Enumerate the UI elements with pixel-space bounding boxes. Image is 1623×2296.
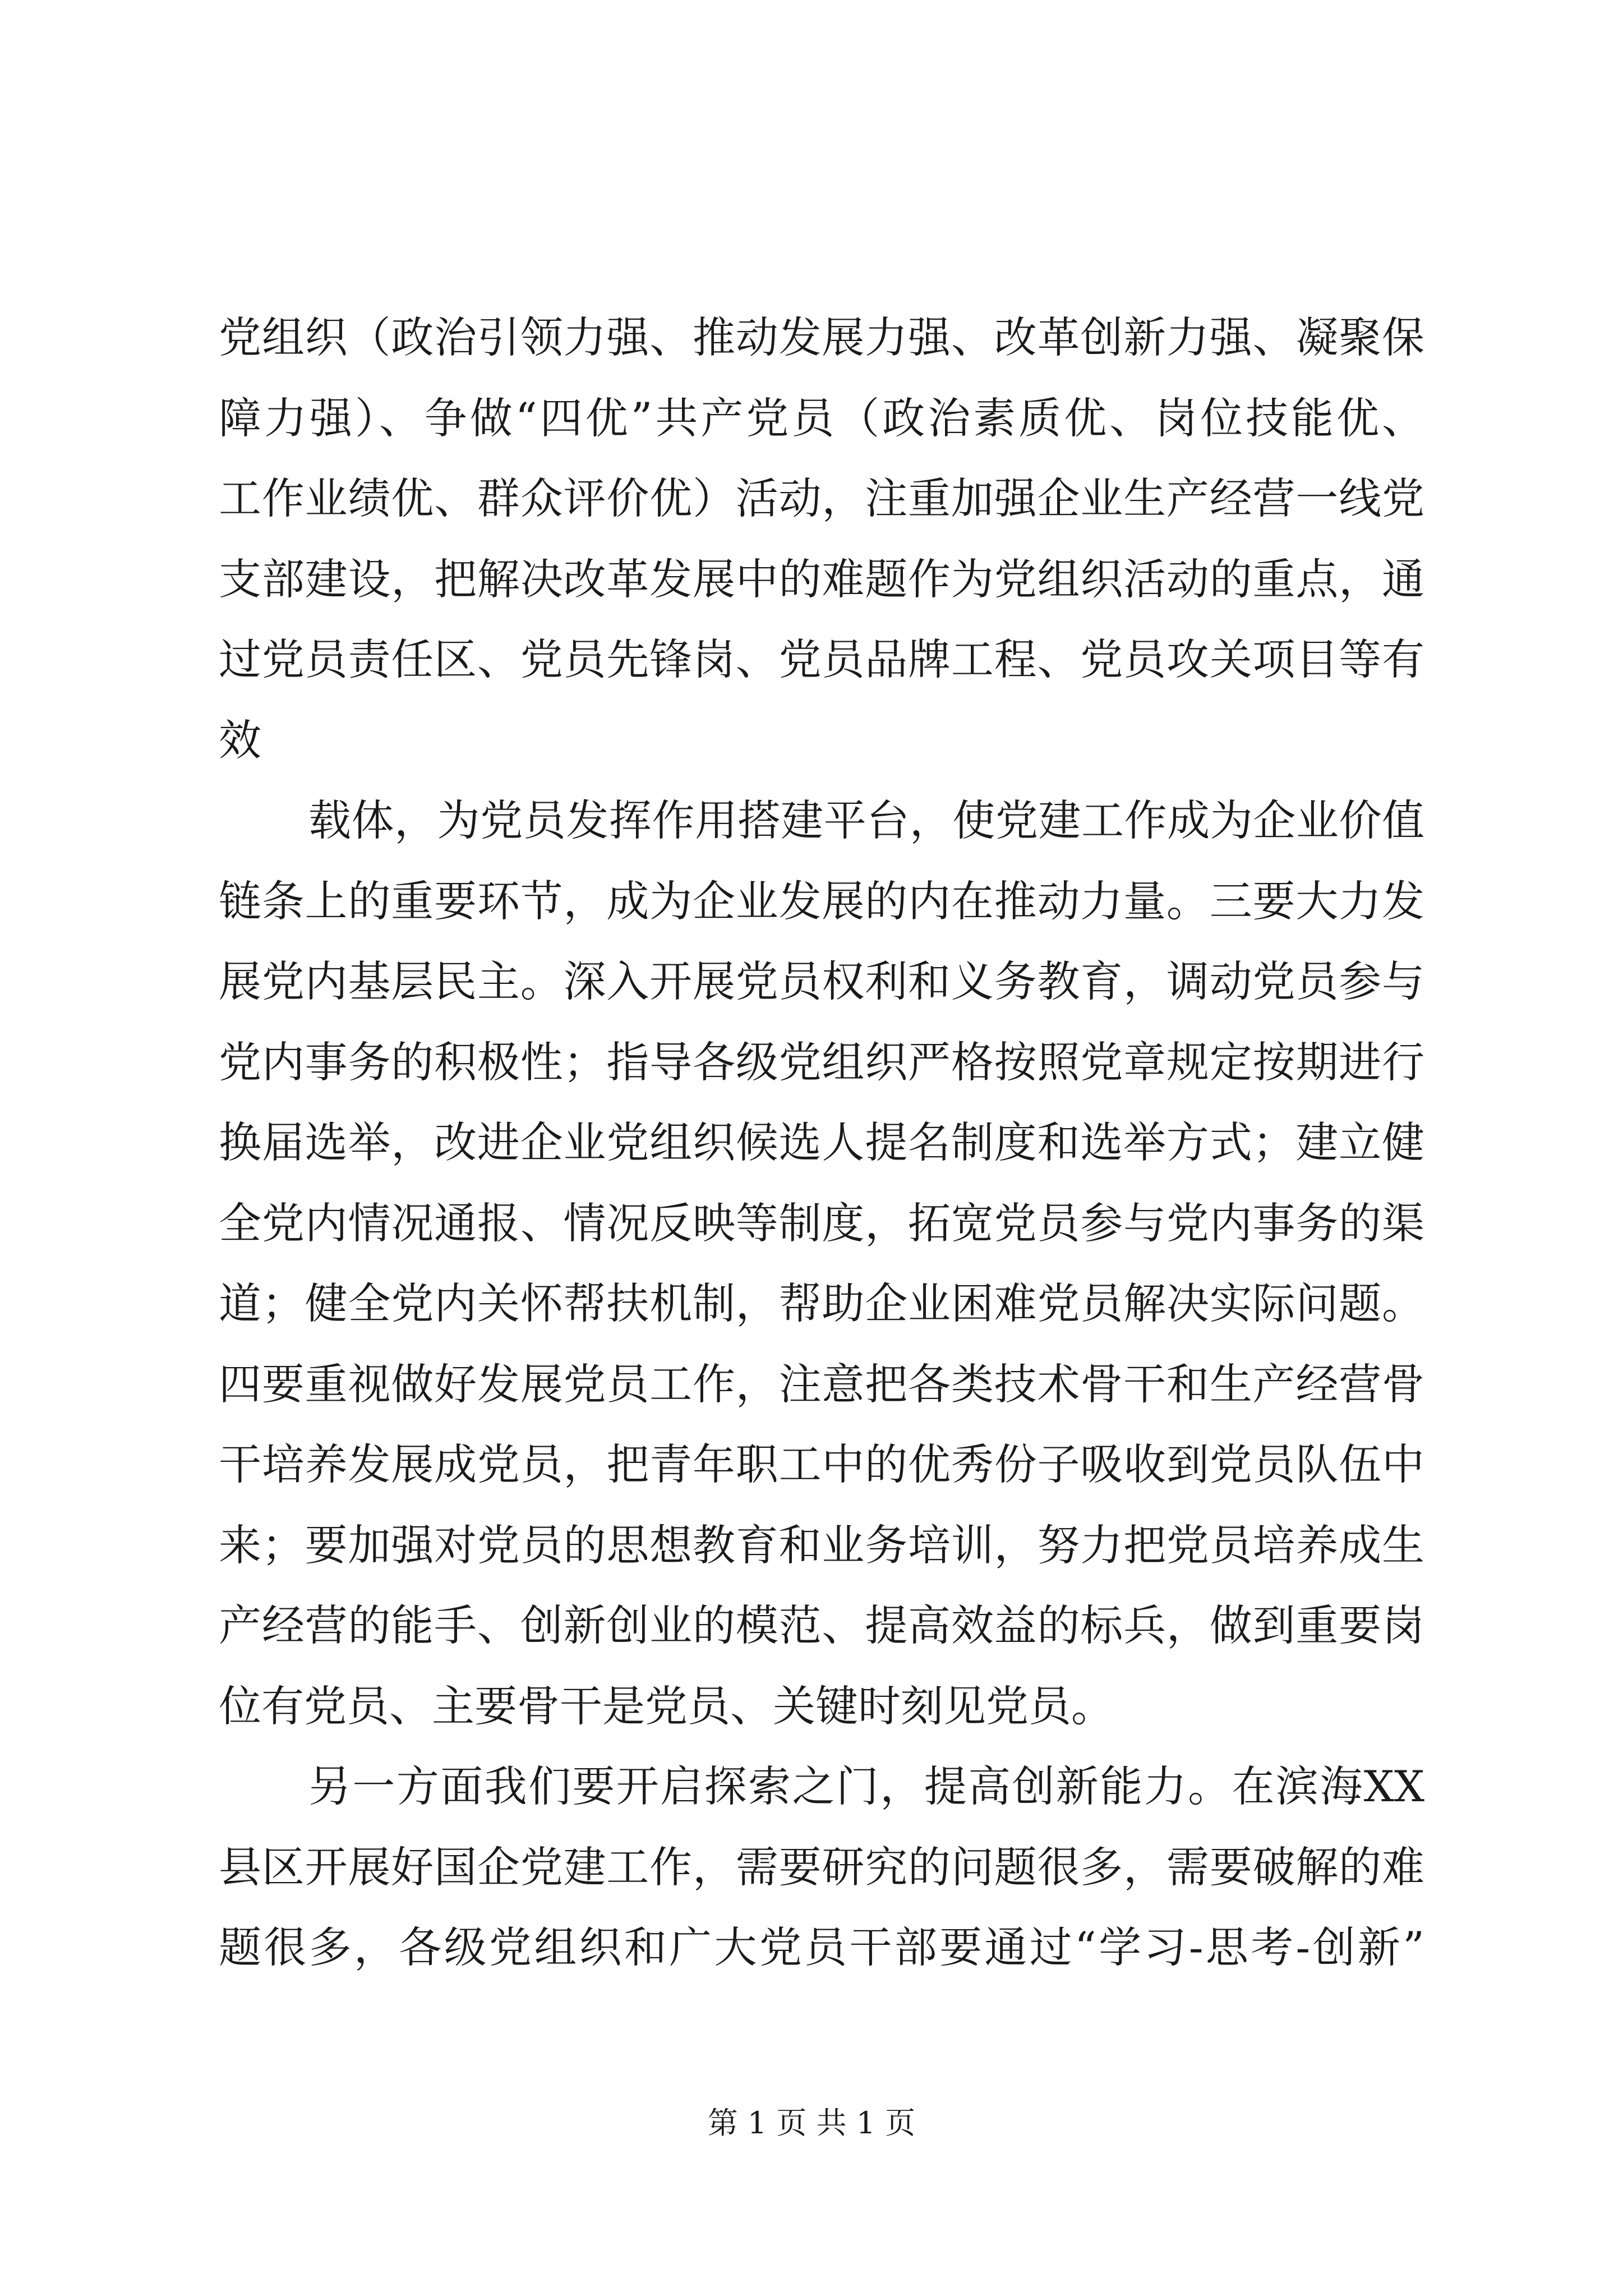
text-line: 换届选举，改进企业党组织候选人提名制度和选举方式；建立健: [219, 1117, 1424, 1167]
paragraph: [219, 297, 1424, 780]
text-line: 党组织（政治引领力强、推动发展力强、改革创新力强、凝聚保: [219, 312, 1424, 362]
text-line: 县区开展好国企党建工作，需要研究的问题很多，需要破解的难: [219, 1842, 1424, 1892]
text-line: 载体，为党员发挥作用搭建平台，使党建工作成为企业价值: [308, 795, 1424, 845]
paragraph: [219, 1746, 1424, 1988]
text-line: 全党内情况通报、情况反映等制度，拓宽党员参与党内事务的渠: [219, 1198, 1424, 1248]
text-line: 展党内基层民主。深入开展党员权利和义务教育，调动党员参与: [219, 956, 1424, 1006]
text-line: 党内事务的积极性；指导各级党组织严格按照党章规定按期进行: [219, 1037, 1424, 1087]
text-line: 另一方面我们要开启探索之门，提高创新能力。在滨海XX: [308, 1761, 1424, 1811]
text-line: 位有党员、主要骨干是党员、关键时刻见党员。: [219, 1681, 1114, 1731]
page-number-footer: 第 1 页 共 1 页: [707, 2105, 916, 2141]
text-line: 链条上的重要环节，成为企业发展的内在推动力量。三要大力发: [219, 876, 1424, 926]
text-line: 支部建设，把解决改革发展中的难题作为党组织活动的重点，通: [219, 554, 1424, 604]
text-line: 来；要加强对党员的思想教育和业务培训，努力把党员培养成生: [219, 1520, 1424, 1570]
text-line: 干培养发展成党员，把青年职工中的优秀份子吸收到党员队伍中: [219, 1439, 1424, 1489]
document-body: [219, 297, 1424, 1988]
text-line: 过党员责任区、党员先锋岗、党员品牌工程、党员攻关项目等有: [219, 634, 1424, 684]
text-line: 四要重视做好发展党员工作，注意把各类技术骨干和生产经营骨: [219, 1359, 1424, 1409]
text-line: 产经营的能手、创新创业的模范、提高效益的标兵，做到重要岗: [219, 1600, 1424, 1650]
text-line: 障力强）、争做“四优”共产党员（政治素质优、岗位技能优、: [219, 393, 1424, 443]
text-line: 效: [219, 715, 261, 765]
text-line: 题很多，各级党组织和广大党员干部要通过“学习-思考-创新”: [219, 1922, 1424, 1972]
paragraph: [219, 780, 1424, 1746]
text-line: 道；健全党内关怀帮扶机制，帮助企业困难党员解决实际问题。: [219, 1278, 1424, 1328]
text-line: 工作业绩优、群众评价优）活动，注重加强企业生产经营一线党: [219, 473, 1424, 523]
